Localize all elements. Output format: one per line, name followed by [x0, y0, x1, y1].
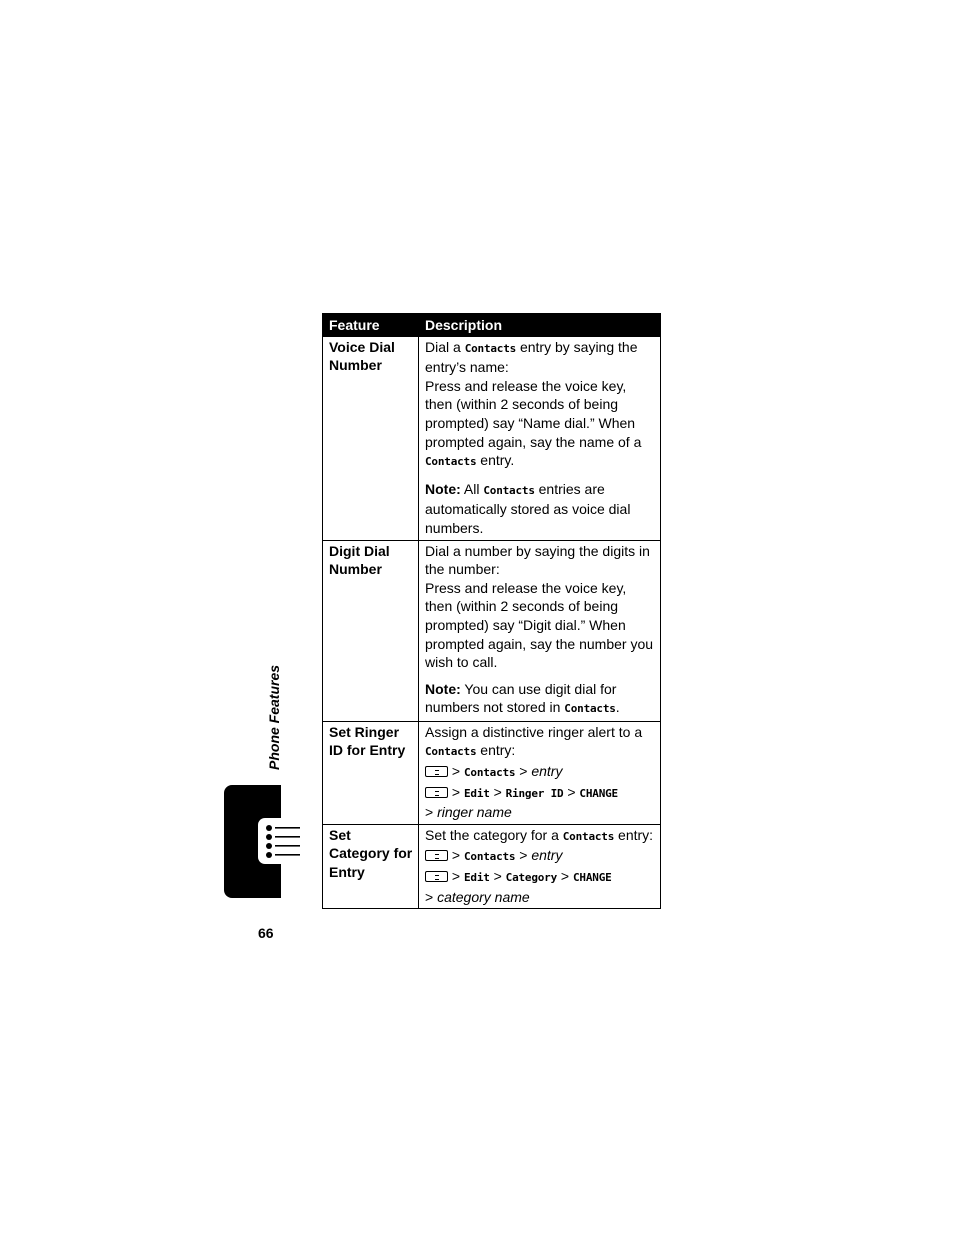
menu-term: Contacts	[463, 766, 516, 780]
separator: >	[425, 888, 434, 905]
separator: >	[451, 783, 461, 800]
text: Dial a	[425, 338, 465, 355]
menu-path	[425, 867, 655, 888]
separator: >	[451, 763, 461, 780]
text: entry by saying the entry’s name:	[425, 338, 638, 376]
text: Set the category for a	[425, 826, 563, 843]
separator: >	[493, 783, 502, 800]
menu-term: Contacts	[425, 745, 477, 759]
menu-term: Edit	[463, 871, 490, 885]
menu-term: Contacts	[562, 829, 615, 843]
separator: >	[493, 868, 502, 885]
separator: >	[567, 783, 576, 800]
path-item: category name	[437, 888, 530, 905]
menu-key-icon	[425, 766, 448, 777]
description-cell	[419, 540, 661, 721]
feature-cell: Set Category for Entry	[323, 824, 419, 908]
menu-term: Contacts	[425, 455, 477, 469]
description-paragraph: Dial a number by saying the digits in the number:	[425, 542, 650, 578]
text: .	[615, 699, 620, 716]
menu-term: Ringer ID	[505, 786, 564, 800]
note	[425, 480, 655, 538]
text: entry:	[476, 742, 516, 759]
menu-path	[425, 783, 655, 804]
feature-cell: Set Ringer ID for Entry	[323, 721, 419, 824]
feature-cell: Digit Dial Number	[323, 540, 419, 721]
text: entry.	[476, 452, 515, 469]
menu-term: Contacts	[464, 341, 517, 355]
phone-features-tab-icon	[258, 818, 300, 864]
table-header-row	[323, 314, 661, 337]
table-row	[323, 721, 661, 824]
description-cell	[419, 824, 661, 908]
description-cell	[419, 336, 661, 540]
menu-path	[425, 888, 655, 907]
header-description: Description	[419, 314, 661, 337]
section-side-label: Phone Features	[266, 664, 282, 770]
menu-path	[425, 846, 655, 867]
menu-term: Edit	[463, 786, 490, 800]
features-table	[322, 313, 661, 909]
path-item: ringer name	[437, 804, 512, 821]
table-row	[323, 336, 661, 540]
menu-key-icon	[425, 850, 448, 861]
menu-term: Contacts	[463, 850, 516, 864]
text: entries are automatically stored as voice dial numbers.	[425, 480, 631, 536]
menu-key-icon	[425, 871, 448, 882]
table-row	[323, 824, 661, 908]
menu-term: Contacts	[564, 702, 616, 716]
separator: >	[519, 847, 528, 864]
note-label: Note:	[425, 480, 461, 497]
text: Press and release the voice key, then (within 2 seconds of being prompted) say “Name dial.” When prompted again, say the name of a	[425, 377, 642, 450]
menu-term: Category	[505, 871, 558, 885]
menu-term: Contacts	[483, 483, 535, 497]
description-paragraph	[425, 826, 655, 847]
path-item: entry	[531, 763, 563, 780]
table-row	[323, 540, 661, 721]
description-paragraph	[425, 338, 655, 377]
feature-cell: Voice Dial Number	[323, 336, 419, 540]
menu-term: CHANGE	[573, 871, 612, 885]
description-paragraph	[425, 377, 655, 472]
text: You can use digit dial for numbers not stored in	[425, 680, 617, 716]
menu-term: CHANGE	[579, 786, 618, 800]
separator: >	[519, 763, 528, 780]
path-item: entry	[531, 847, 563, 864]
note	[425, 680, 655, 719]
menu-path	[425, 803, 655, 822]
page-number: 66	[258, 925, 274, 941]
description-paragraph	[425, 723, 655, 762]
text: entry:	[614, 826, 654, 843]
separator: >	[560, 868, 570, 885]
menu-path	[425, 762, 655, 783]
menu-key-icon	[425, 787, 448, 798]
description-cell	[419, 721, 661, 824]
description-paragraph: Press and release the voice key, then (within 2 seconds of being prompted) say “Digit dial.” When prompted again, say the number you wish to call.	[425, 579, 654, 671]
note-label: Note:	[425, 680, 461, 697]
separator: >	[425, 804, 434, 821]
header-feature: Feature	[323, 314, 419, 337]
separator: >	[451, 847, 461, 864]
text: Assign a distinctive ringer alert to a	[425, 723, 643, 740]
text: All	[460, 480, 484, 497]
separator: >	[451, 868, 461, 885]
